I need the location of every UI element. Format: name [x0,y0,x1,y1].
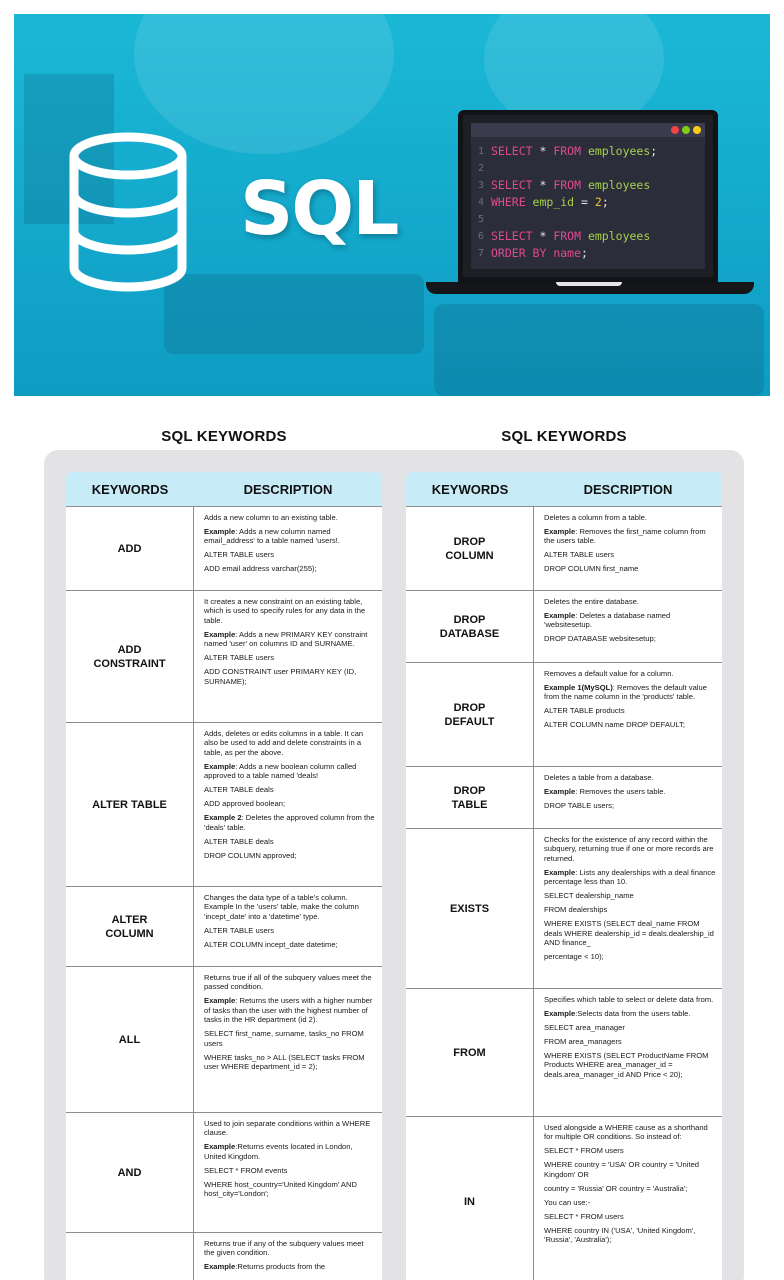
description-text: ADD approved boolean; [204,799,286,809]
code-line [471,245,705,262]
database-icon [66,132,190,292]
description-text: WHERE EXISTS (SELECT deal_name FROM deals WHERE dealership_id = deals.dealership_id AND finance_ [544,919,714,948]
left-section-title: SQL KEYWORDS [161,428,287,445]
laptop-notch [556,282,622,286]
description-line [204,513,376,522]
description-line [544,868,716,887]
line-number: 2 [477,163,485,174]
description-text: Returns true if all of the subquery values meet the passed condition. [204,973,372,992]
table-row [66,886,382,966]
description-line [204,893,376,921]
description-line [544,1146,716,1155]
code-token: SELECT [491,178,533,192]
description-line [544,1051,716,1079]
description-text: ALTER TABLE deals [204,836,274,846]
description-line [204,1029,376,1048]
description-cell [534,507,722,590]
description-cell [534,663,722,766]
table-body [406,506,722,1280]
description-text: : Removes the first_name column from the users table. [544,527,706,546]
table-row [406,506,722,590]
keyword-cell: DROP COLUMN [406,507,534,590]
code-token: emp_id [525,195,575,209]
example-label: Example [204,1142,236,1152]
description-text: Deletes the entire database. [544,597,639,606]
description-text: DROP COLUMN approved; [204,850,297,860]
code-token: ; [601,195,609,209]
description-line [544,1037,716,1046]
description-cell [194,887,382,966]
description-text: Removes a default value for a column. [544,669,674,678]
code-token: FROM [553,144,582,158]
code-token: ORDER BY [491,246,547,260]
description-text: ALTER TABLE users [204,925,275,935]
description-line [544,513,716,522]
right-section-title: SQL KEYWORDS [501,428,627,445]
code-line [471,194,705,211]
line-number: 7 [477,248,485,259]
table-row [66,590,382,722]
description-cell [534,989,722,1116]
description-line [204,729,376,757]
description-line [544,1212,716,1221]
description-text: It creates a new constraint on an existing table, which is used to specify rules for any data in the table. [204,597,366,625]
description-text: percentage < 10); [544,952,604,962]
line-number: 5 [477,214,485,225]
description-line [544,1123,716,1142]
description-text: WHERE country = 'USA' OR country = 'United Kingdom' OR [544,1160,700,1179]
keyword-cell: DROP TABLE [406,767,534,828]
code-token: name [546,246,582,260]
description-cell [194,591,382,722]
description-text: :Returns events located in London, United Kingdom. [204,1142,353,1161]
description-line [204,799,376,808]
description-text: ALTER TABLE users [204,550,275,560]
description-line [204,630,376,649]
description-text: Adds, deletes or edits columns in a table. It can also be used to add and delete constraints in a table, as per the above. [204,729,364,757]
code-token: employees [581,144,651,158]
line-number: 6 [477,231,485,242]
description-line [204,667,376,686]
laptop-screen [458,110,718,282]
code-token: SELECT [491,229,533,243]
description-line [544,564,716,573]
description-text: : Deletes a database named 'websitesetup. [544,611,671,630]
close-dot-icon [671,126,679,134]
description-text: You can use:- [544,1197,591,1207]
description-text: : Deletes the approved column from the 'deals' table. [204,813,375,832]
description-text: WHERE EXISTS (SELECT ProductName FROM Products WHERE area_manager_id = deals.area_manager_id AND Price < 20); [544,1051,709,1079]
description-line [204,1239,376,1258]
table-row [406,828,722,988]
description-text: : Adds a new PRIMARY KEY constraint named 'user' on columns ID and SURNAME. [204,629,368,649]
description-text: DROP DATABASE websitesetup; [544,634,656,644]
description-line [544,995,716,1004]
description-text: FROM area_managers [544,1037,622,1046]
description-line [544,1023,716,1032]
code-line [471,160,705,177]
description-column-header: DESCRIPTION [243,481,333,497]
description-text: ALTER TABLE users [204,653,275,663]
code-token: SELECT [491,144,533,158]
example-label: Example [204,996,236,1006]
description-text: ADD email address varchar(255); [204,564,317,574]
table-row [406,1116,722,1280]
editor-title-bar [471,123,705,137]
example-label: Example [544,1009,576,1018]
description-text: SELECT first_name, surname, tasks_no FROM users [204,1029,364,1048]
keyword-cell: ADD CONSTRAINT [66,591,194,722]
description-text: country = 'Russia' OR country = 'Australia'; [544,1183,688,1193]
sql-wordmark: SQL [240,166,398,252]
keyword-cell: ALL [66,967,194,1112]
description-cell [194,1113,382,1232]
description-text: Adds a new column to an existing table. [204,513,338,522]
description-line [544,634,716,643]
description-text: SELECT * FROM events [204,1165,288,1175]
code-token: FROM [553,229,582,243]
code-token: 2 [594,195,602,209]
description-column-header: DESCRIPTION [583,481,673,497]
keyword-cell: DROP DEFAULT [406,663,534,766]
example-label: Example [544,787,576,796]
description-line [544,597,716,606]
description-text: : Adds a new boolean column called approved to a table named 'deals! [204,761,357,781]
description-line [544,1198,716,1207]
code-token: * [532,229,554,243]
description-text: ALTER TABLE users [544,550,615,560]
keyword-cell: EXISTS [406,829,534,988]
example-label: Example [544,867,576,877]
code-token: ; [650,144,658,158]
table-row [406,988,722,1116]
description-text: : Removes the users table. [575,787,666,796]
description-line [544,1226,716,1245]
description-text: ALTER COLUMN name DROP DEFAULT; [544,720,685,730]
description-line [204,653,376,662]
keyword-cell: ADD [66,507,194,590]
example-label: Example [204,629,236,639]
example-label: Example [204,527,236,536]
code-line [471,211,705,228]
description-line [544,683,716,702]
description-cell [534,829,722,988]
description-line [204,1166,376,1175]
code-token: * [532,144,554,158]
code-line [471,228,705,245]
description-text: WHERE tasks_no > ALL (SELECT tasks FROM user WHERE department_id = 2); [204,1052,365,1072]
table-header [66,472,382,506]
table-row [66,966,382,1112]
table-row [406,590,722,662]
description-text: : Adds a new column named email_address' to a table named 'users!. [204,527,340,546]
table-row [406,662,722,766]
table-row [406,766,722,828]
description-text: DROP COLUMN first_name [544,564,639,574]
description-text: WHERE country IN ('USA', 'United Kingdom', 'Russia', 'Australia'); [544,1225,696,1245]
description-text: : Returns the users with a higher number of tasks than the user with the highest number of tasks in the HR department (id 2). [204,996,373,1025]
description-line [544,787,716,796]
description-line [204,1142,376,1161]
code-block [471,137,705,262]
description-text: : Removes the default value from the name column in the 'products' table. [544,683,707,702]
description-line [204,550,376,559]
description-text: Checks for the existence of any record within the subquery, returning true if one or more records are returned. [544,835,714,863]
keywords-column-header: KEYWORDS [91,481,169,497]
description-text: Changes the data type of a table's column. Example In the 'users' table, make the column 'incept_date' into a 'datetime' type. [204,893,359,921]
description-line [544,669,716,678]
description-line [204,940,376,949]
description-line [544,720,716,729]
description-line [204,1262,376,1271]
minimize-dot-icon [682,126,690,134]
description-text: SELECT * FROM users [544,1146,624,1156]
description-line [544,527,716,546]
description-line [544,905,716,914]
description-text: Used to join separate conditions within a WHERE clause. [204,1119,371,1138]
example-label: Example [204,761,236,771]
description-line [544,1009,716,1018]
description-line [544,891,716,900]
description-text: SELECT * FROM users [544,1211,624,1221]
code-token: = [574,195,595,209]
description-text: :Selects data from the users table. [575,1009,691,1018]
table-row [66,722,382,886]
description-line [204,973,376,992]
hero-banner [14,14,770,396]
code-token: employees [581,229,651,243]
description-line [544,706,716,715]
description-cell [194,723,382,886]
code-token: employees [581,178,651,192]
description-cell [194,967,382,1112]
table-header [406,472,722,506]
description-line [204,1180,376,1199]
description-text: SELECT dealership_name [544,891,634,901]
description-text: : Lists any dealerships with a deal finance percentage less than 10. [544,867,716,887]
description-line [544,801,716,810]
description-text: DROP TABLE users; [544,801,615,810]
description-line [204,762,376,781]
description-line [204,926,376,935]
description-line [544,835,716,863]
description-text: :Returns products from the [235,1262,326,1272]
description-text: ALTER TABLE products [544,706,625,716]
description-cell [534,591,722,662]
left-keyword-table [66,472,382,1280]
example-label: Example 2 [204,813,242,823]
keywords-column-header: KEYWORDS [431,481,509,497]
description-text: ALTER COLUMN incept_date datetime; [204,939,338,949]
description-line [204,996,376,1024]
description-line [204,527,376,546]
example-label: Example [204,1262,236,1272]
description-text: Specifies which table to select or delete data from. [544,995,714,1004]
description-line [544,773,716,782]
description-line [204,851,376,860]
code-token: ; [581,246,588,260]
description-line [204,1053,376,1072]
code-line [471,143,705,160]
description-text: Deletes a table from a database. [544,773,654,782]
description-line [544,550,716,559]
keyword-cell [66,1233,194,1280]
description-line [544,952,716,961]
description-line [204,837,376,846]
maximize-dot-icon [693,126,701,134]
keyword-cell: AND [66,1113,194,1232]
code-token: WHERE [491,195,526,209]
description-text: SELECT area_manager [544,1023,625,1032]
description-text: ALTER TABLE deals [204,785,274,795]
keyword-cell: ALTER COLUMN [66,887,194,966]
description-text: ADD CONSTRAINT user PRIMARY KEY (ID, SURNAME); [204,667,357,686]
description-text: Deletes a column from a table. [544,513,647,522]
description-text: FROM dealerships [544,905,608,915]
code-token: FROM [553,178,582,192]
description-line [204,785,376,794]
line-number: 4 [477,197,485,208]
description-line [544,611,716,630]
description-text: Used alongside a WHERE cause as a shorthand for multiple OR conditions. So instead of: [544,1123,708,1142]
example-label: Example [544,611,576,620]
table-row [66,1232,382,1280]
table-row [66,506,382,590]
table-body [66,506,382,1280]
example-label: Example [544,527,576,536]
code-token: * [532,178,554,192]
example-label: Example 1(MySQL) [544,683,613,692]
description-line [204,597,376,625]
table-row [66,1112,382,1232]
description-cell [194,1233,382,1280]
keyword-cell: IN [406,1117,534,1280]
description-cell [534,767,722,828]
description-text: Returns true if any of the subquery values meet the given condition. [204,1239,364,1258]
code-editor [471,123,705,269]
description-text: WHERE host_country='United Kingdom' AND host_city='London'; [204,1179,357,1199]
line-number: 1 [477,146,485,157]
description-line [204,813,376,832]
keyword-cell: DROP DATABASE [406,591,534,662]
description-line [544,1184,716,1193]
description-line [204,1119,376,1138]
keyword-cell: ALTER TABLE [66,723,194,886]
description-cell [194,507,382,590]
description-line [544,1160,716,1179]
description-line [544,919,716,947]
description-cell [534,1117,722,1280]
keyword-cell: FROM [406,989,534,1116]
code-line [471,177,705,194]
description-line [204,564,376,573]
right-keyword-table [406,472,722,1280]
line-number: 3 [477,180,485,191]
